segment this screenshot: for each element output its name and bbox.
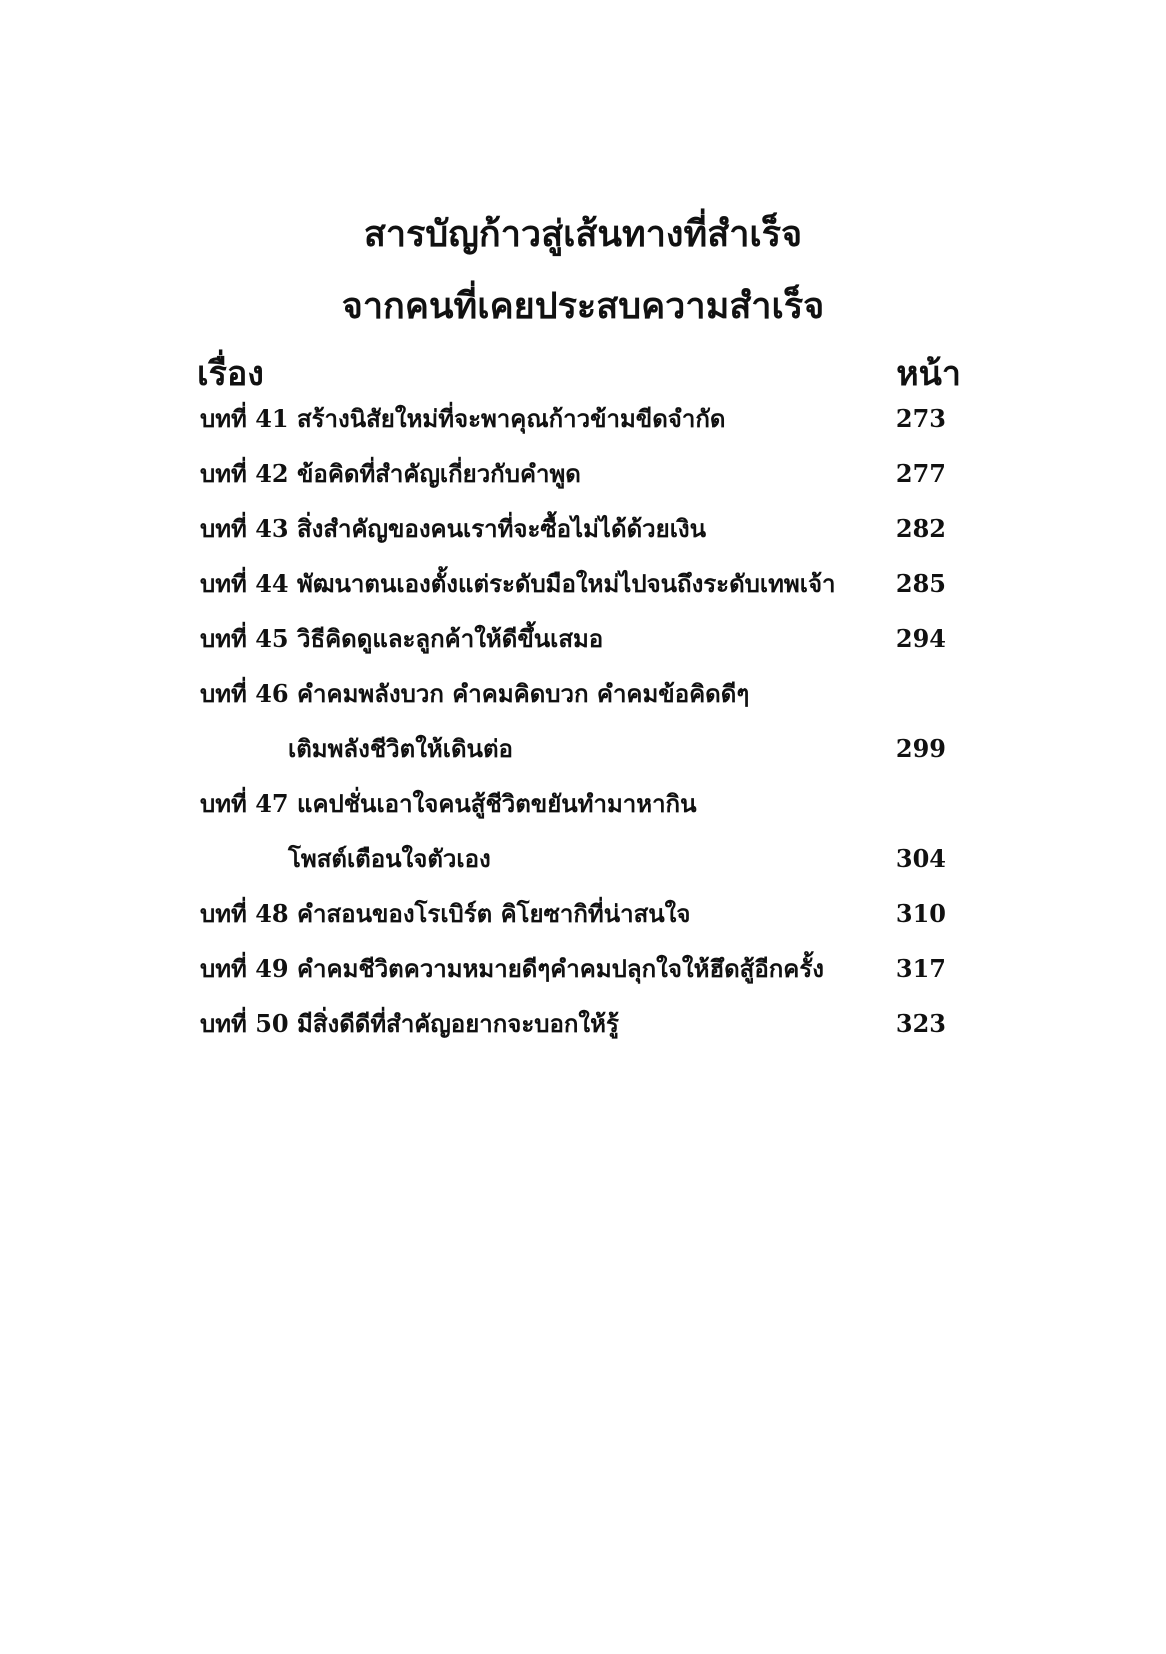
toc-entry-page: 304 [895,844,946,873]
toc-entry-text: ข้อคิดที่สำคัญเกี่ยวกับคำพูด [297,459,581,488]
toc-entry-page: 317 [895,954,946,983]
toc-entry-continuation-row [0,729,1166,769]
toc-entry-prefix: บทที่ 41 [200,404,289,433]
toc-entry [0,1004,1166,1044]
toc-entry-label [200,674,749,714]
toc-entry-text: คำคมพลังบวก คำคมคิดบวก คำคมข้อคิดดีๆ [297,679,750,708]
toc-entry-continuation-row [0,839,1166,879]
toc-entry-page: 277 [895,459,946,488]
toc-entry-prefix: บทที่ 44 [200,569,289,598]
toc-entry-text: มีสิ่งดีดีที่สำคัญอยากจะบอกให้รู้ [297,1009,619,1038]
toc-entry [0,509,1166,549]
toc-entry-page: 282 [895,514,946,543]
toc-entry-label [200,784,697,824]
toc-entry-page: 323 [895,1009,946,1038]
page-title-line-2: จากคนที่เคยประสบความสำเร็จ [341,285,825,327]
page-column-header: หน้า [896,354,961,394]
toc-entry [0,894,1166,934]
toc-entry [0,454,1166,494]
toc-entry-text: สร้างนิสัยใหม่ที่จะพาคุณก้าวข้ามขีดจำกัด [297,404,726,433]
toc-entry-text: พัฒนาตนเองตั้งแต่ระดับมือใหม่ไปจนถึงระดับเทพเจ้า [297,569,836,598]
toc-entry-label [200,399,725,439]
toc-entry-text: สิ่งสำคัญของคนเราที่จะซื้อไม่ได้ด้วยเงิน [297,514,707,543]
toc-entry-text: คำสอนของโรเบิร์ต คิโยซากิที่น่าสนใจ [297,899,691,928]
toc-entry-prefix: บทที่ 46 [200,679,289,708]
toc-entry-page: 294 [895,624,946,653]
toc-entry-prefix: บทที่ 50 [200,1009,289,1038]
toc-entry-label [200,894,690,934]
toc-entry [0,619,1166,659]
toc-entry-label [200,949,824,989]
toc-entry-page: 299 [895,734,946,763]
toc-entry [0,564,1166,604]
toc-entry-label [200,564,835,604]
toc-entry-page: 310 [895,899,946,928]
toc-entry [0,949,1166,989]
toc-entry-page: 285 [895,569,946,598]
toc-entry-label [200,509,706,549]
toc-entry-prefix: บทที่ 43 [200,514,289,543]
toc-entry-text: วิธีคิดดูและลูกค้าให้ดีขึ้นเสมอ [297,624,604,653]
toc-entry-label [200,1004,619,1044]
toc-entry-label [200,619,603,659]
toc-entry [0,674,1166,714]
toc-entry-prefix: บทที่ 45 [200,624,289,653]
toc-entry-text: แคปชั่นเอาใจคนสู้ชีวิตขยันทำมาหากิน [297,789,697,818]
toc-entry-prefix: บทที่ 47 [200,789,289,818]
toc-entry [0,784,1166,824]
topic-column-header: เรื่อง [197,354,264,394]
toc-entry-prefix: บทที่ 48 [200,899,289,928]
toc-entry-label [200,454,581,494]
page-title-line-1: สารบัญก้าวสู่เส้นทางที่สำเร็จ [363,213,803,255]
toc-entry-page: 273 [895,404,946,433]
toc-entry-text: คำคมชีวิตความหมายดีๆคำคมปลุกใจให้ฮึดสู้อีกครั้ง [297,954,824,983]
toc-entry-continuation: โพสต์เตือนใจตัวเอง [288,844,491,873]
toc-entry-continuation: เติมพลังชีวิตให้เดินต่อ [288,734,513,763]
toc-entry [0,399,1166,439]
toc-entry-prefix: บทที่ 42 [200,459,289,488]
toc-entry-prefix: บทที่ 49 [200,954,289,983]
